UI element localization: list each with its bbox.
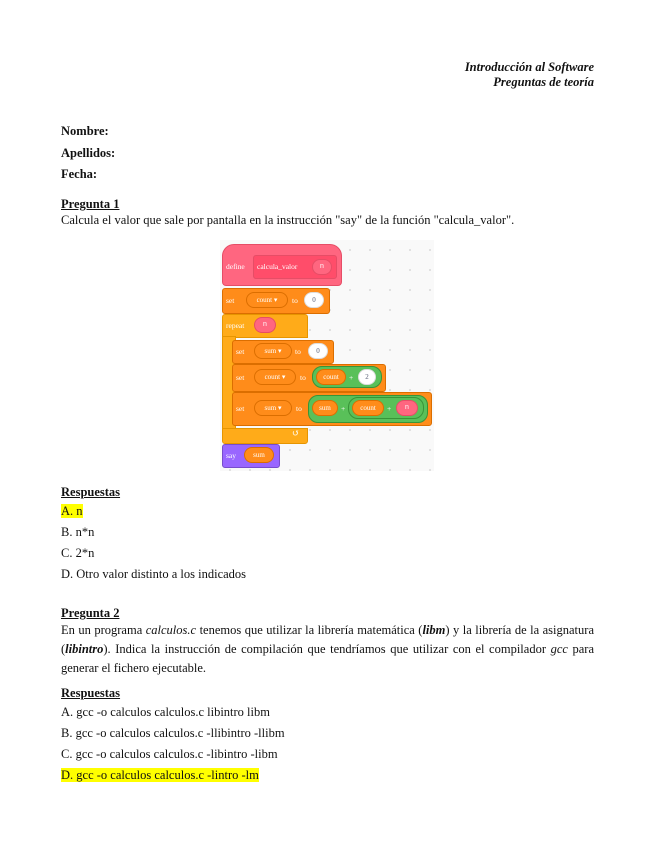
question-1-title: Pregunta 1 (61, 197, 120, 211)
document-header (465, 60, 594, 90)
value-zero-2: 0 (308, 343, 328, 359)
set-label-4: set (236, 404, 245, 413)
q2-file: calculos.c (145, 623, 197, 637)
to-label-1: to (292, 296, 298, 305)
options-list-2 (61, 702, 285, 786)
var-sum-text: sum (264, 347, 277, 355)
option-1b[interactable]: B. n*n (61, 525, 95, 539)
value-two: 2 (358, 369, 376, 385)
option-1a[interactable]: A. n (61, 504, 83, 518)
repeat-label: repeat (226, 321, 245, 330)
var-sum-2-text: sum (264, 404, 277, 412)
option-2b[interactable]: B. gcc -o calculos calculos.c -llibintro -llibm (61, 726, 285, 740)
set-label-2: set (236, 347, 245, 356)
question-2 (61, 605, 594, 678)
var-count-2-text: count (264, 373, 281, 381)
student-fields (61, 121, 115, 186)
repeat-n: n (254, 317, 276, 333)
var-dropdown-sum: sum ▾ (254, 343, 292, 359)
sum-reporter: sum (312, 400, 338, 416)
define-label: define (226, 262, 245, 271)
plus-sign-3: + (387, 404, 392, 413)
count-reporter-2: count (352, 400, 384, 416)
q2-text-9: para generar el fichero ejecutable. (61, 642, 595, 675)
var-dropdown-sum-2: sum ▾ (254, 400, 292, 416)
q2-gcc: gcc (550, 642, 568, 656)
q2-libm: libm (422, 623, 446, 637)
answers-title-1: Respuestas (61, 485, 121, 499)
param-n: n (312, 259, 332, 275)
scratch-code-image (220, 240, 434, 471)
option-1d[interactable]: D. Otro valor distinto a los indicados (61, 567, 247, 581)
answers-title-2: Respuestas (61, 686, 121, 700)
options-list-1 (61, 501, 246, 585)
function-name: calcula_valor (257, 262, 298, 271)
plus-sign-1: + (349, 373, 354, 382)
question-1-text: Calcula el valor que sale por pantalla en la instrucción "say" de la función "calcula_valor". (61, 213, 515, 227)
question-1 (61, 196, 594, 228)
set-label-1: set (226, 296, 235, 305)
value-zero: 0 (304, 292, 324, 308)
option-1c[interactable]: C. 2*n (61, 546, 95, 560)
q2-text-3: tenemos que utilizar la librería matemática ( (196, 623, 423, 637)
var-dropdown-count-2: count ▾ (254, 369, 296, 385)
fecha-label: Fecha: (61, 167, 98, 181)
n-reporter: n (396, 400, 418, 416)
say-sum-reporter: sum (244, 447, 274, 463)
q2-text-5: ) y la librería de la asignatura ( (61, 623, 594, 656)
to-label-3: to (300, 373, 306, 382)
apellidos-label: Apellidos: (61, 145, 116, 160)
question-2-text (61, 621, 594, 678)
subtitle: Preguntas de teoría (493, 75, 594, 89)
question-2-answers (61, 685, 285, 786)
say-label: say (226, 451, 236, 460)
to-label-4: to (296, 404, 302, 413)
var-count-text: count (256, 296, 273, 304)
option-2a[interactable]: A. gcc -o calculos calculos.c libintro libm (61, 705, 270, 719)
course-title: Introducción al Software (464, 60, 594, 74)
var-dropdown-count: count ▾ (246, 292, 288, 308)
q2-text-7: ). Indica la instrucción de compilación que tendríamos que utilizar con el compilador (103, 642, 551, 656)
question-1-answers (61, 484, 246, 585)
question-2-title: Pregunta 2 (61, 606, 120, 620)
to-label-2: to (295, 347, 301, 356)
option-2c[interactable]: C. gcc -o calculos calculos.c -libintro -libm (61, 747, 278, 761)
option-2d[interactable]: D. gcc -o calculos calculos.c -lintro -lm (61, 768, 259, 782)
repeat-arrow-icon: ↺ (292, 428, 300, 438)
q2-text-1: En un programa (61, 623, 146, 637)
nombre-label: Nombre: (61, 124, 109, 138)
plus-sign-2: + (341, 404, 346, 413)
count-reporter: count (316, 369, 346, 385)
set-label-3: set (236, 373, 245, 382)
q2-libintro: libintro (65, 642, 104, 656)
